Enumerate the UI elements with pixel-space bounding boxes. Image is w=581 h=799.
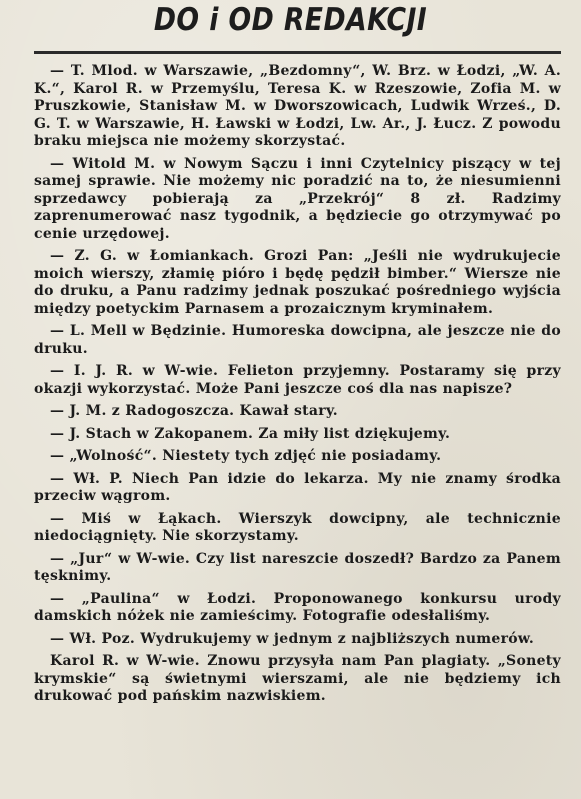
letter-reply-2: — Witold M. w Nowym Sączu i inni Czytelnicy piszący w tej samej sprawie. Nie możemy nic poradzić na to, że niesumienni sprzedawcy pobierają za „Przekrój“ 8 zł. Radzimy zaprenumerować nasz tygodnik, a będziecie go otrzymywać po cenie urzędowej. [34, 155, 561, 242]
letters-column [34, 63, 561, 711]
letter-reply-8: — „Wolność“. Niestety tych zdjęć nie posiadamy. [50, 448, 442, 464]
letter-reply-5: — I. J. R. w W-wie. Felieton przyjemny. Postaramy się przy okazji wykorzystać. Może Pani jeszcze coś dla nas napisze? [34, 363, 561, 397]
title-divider [34, 51, 561, 54]
letter-reply-10: — Miś w Łąkach. Wierszyk dowcipny, ale technicznie niedociągnięty. Nie skorzystamy. [34, 510, 561, 544]
letter-reply-3: — Z. G. w Łomiankach. Grozi Pan: „Jeśli nie wydrukujecie moich wierszy, złamię pióro i będę pędził bimber.“ Wiersze nie do druku, a Panu radzimy jednak poszukać pośredniego wyjścia między poetyckim Parnasem a prozaicznym kryminałem. [34, 248, 561, 317]
letter-reply-9: — Wł. P. Niech Pan idzie do lekarza. My nie znamy środka przeciw wągrom. [34, 470, 561, 504]
letter-reply-12: — „Paulina“ w Łodzi. Proponowanego konkursu urody damskich nóżek nie zamieścimy. Fotografie odesłaliśmy. [34, 590, 561, 624]
letter-reply-6: — J. M. z Radogoszcza. Kawał stary. [50, 403, 338, 419]
letter-reply-13: — Wł. Poz. Wydrukujemy w jednym z najbliższych numerów. [50, 630, 535, 647]
letter-reply-11: — „Jur“ w W-wie. Czy list nareszcie doszedł? Bardzo za Panem tęsknimy. [34, 550, 561, 584]
letter-reply-14: Karol R. w W-wie. Znowu przysyła nam Pan plagiaty. „Sonety krymskie“ są świetnymi wierszami, ale nie będziemy ich drukować pod pańskim nazwiskiem. [34, 653, 561, 704]
letter-reply-7: — J. Stach w Zakopanem. Za miły list dziękujemy. [50, 425, 451, 442]
letter-reply-1: — T. Mlod. w Warszawie, „Bezdomny“, W. Brz. w Łodzi, „W. A. K.“, Karol R. w Przemyślu, Teresa K. w Rzeszowie, Zofia M. w Pruszkowie, Stanisław M. w Dworszowicach, Ludwik Wrześ., D. G. T. w Warszawie, H. Ławski w Łodzi, Lw. Ar., J. Łucz. Z powodu braku miejsca nie możemy skorzystać. [34, 63, 561, 149]
column-title: DO i OD REDAKCJI [153, 2, 428, 38]
letter-reply-4: — L. Mell w Będzinie. Humoreska dowcipna, ale jeszcze nie do druku. [34, 323, 561, 357]
